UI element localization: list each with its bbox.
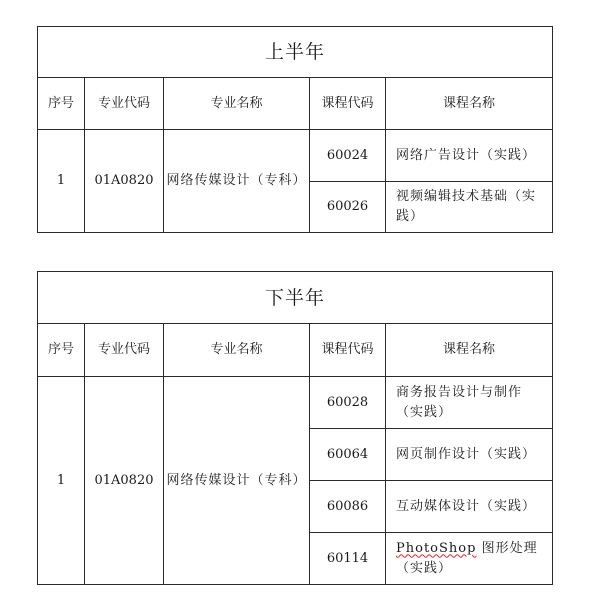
course-name-cell: 商务报告设计与制作（实践）	[386, 377, 553, 429]
course-code-cell: 60026	[310, 182, 386, 233]
table-row	[38, 130, 553, 182]
course-name-prefix: PhotoShop	[396, 540, 477, 556]
course-code-cell: 60114	[310, 533, 386, 585]
course-name-cell	[386, 533, 553, 585]
course-code-cell: 60064	[310, 429, 386, 481]
major-name-cell: 网络传媒设计（专科）	[164, 130, 310, 233]
table-title: 上半年	[38, 27, 553, 78]
first-half-table	[37, 26, 553, 233]
course-code-cell: 60028	[310, 377, 386, 429]
course-name-cell: 互动媒体设计（实践）	[386, 481, 553, 533]
course-code-cell: 60024	[310, 130, 386, 182]
header-major-code: 专业代码	[85, 78, 164, 130]
header-course-name: 课程名称	[386, 324, 553, 377]
seq-cell: 1	[38, 377, 85, 585]
header-seq: 序号	[38, 324, 85, 377]
header-major-name: 专业名称	[164, 78, 310, 130]
second-half-table	[37, 271, 553, 585]
header-course-name: 课程名称	[386, 78, 553, 130]
header-course-code: 课程代码	[310, 78, 386, 130]
course-name-cell: 视频编辑技术基础（实践）	[386, 182, 553, 233]
table-row	[38, 377, 553, 429]
course-name-cell: 网络广告设计（实践）	[386, 130, 553, 182]
seq-cell: 1	[38, 130, 85, 233]
header-course-code: 课程代码	[310, 324, 386, 377]
course-name-cell: 网页制作设计（实践）	[386, 429, 553, 481]
major-code-cell: 01A0820	[85, 377, 164, 585]
header-seq: 序号	[38, 78, 85, 130]
major-code-cell: 01A0820	[85, 130, 164, 233]
table-title: 下半年	[38, 272, 553, 324]
course-name-rest: 图形处理（实践）	[396, 540, 538, 576]
course-code-cell: 60086	[310, 481, 386, 533]
major-name-cell: 网络传媒设计（专科）	[164, 377, 310, 585]
header-major-name: 专业名称	[164, 324, 310, 377]
header-major-code: 专业代码	[85, 324, 164, 377]
